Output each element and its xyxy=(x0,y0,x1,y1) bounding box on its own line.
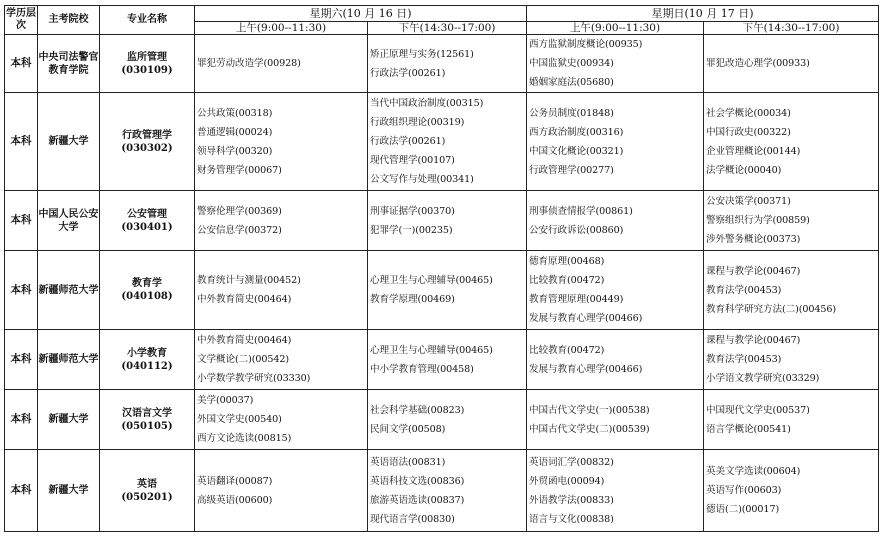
course-item: 中国古代文学史(一)(00538) xyxy=(529,404,650,416)
course-item: 企业管理概论(00144) xyxy=(706,145,801,157)
course-item: 财务管理学(00067) xyxy=(197,164,282,176)
course-item: 中国现代文学史(00537) xyxy=(706,404,810,416)
school-cell: 新疆师范大学 xyxy=(38,330,100,390)
level-cell: 本科 xyxy=(5,251,38,330)
course-item: 行政法学(00261) xyxy=(370,136,446,147)
course-item: 犯罪学(一)(00235) xyxy=(370,224,453,236)
course-item: 英美文学选读(00604) xyxy=(706,466,801,477)
header-level: 学历层次 xyxy=(5,6,38,35)
session-cell-sun-pm xyxy=(704,330,879,390)
course-item: 教育科学研究方法(二)(00456) xyxy=(706,303,837,315)
header-sunday: 星期日(10 月 17 日) xyxy=(527,6,879,22)
course-item: 中小学教育管理(00458) xyxy=(370,363,474,375)
major-cell xyxy=(100,330,195,390)
header-sat-am: 上午(9:00--11:30) xyxy=(195,22,368,35)
course-item: 小学语文教学研究(03329) xyxy=(706,373,820,384)
major-code: (030302) xyxy=(121,142,173,154)
course-item: 课程与教学论(00467) xyxy=(706,265,801,277)
level-cell: 本科 xyxy=(5,330,38,390)
course-item: 中外教育简史(00464) xyxy=(197,335,292,346)
session-cell-sat-pm xyxy=(368,251,527,330)
course-item: 英语词汇学(00832) xyxy=(529,456,614,468)
course-item: 领导科学(00320) xyxy=(197,145,273,157)
header-row-days xyxy=(5,6,879,22)
course-item: 比较教育(00472) xyxy=(529,275,605,286)
course-item: 教育学原理(00469) xyxy=(370,294,455,305)
course-item: 小学数学教学研究(03330) xyxy=(197,373,311,384)
major-code: (040112) xyxy=(121,360,173,372)
course-item: 矫正原理与实务(12561) xyxy=(370,48,474,60)
session-cell-sat-am xyxy=(195,93,368,191)
major-code: (040108) xyxy=(121,291,173,302)
header-major: 专业名称 xyxy=(100,6,195,35)
session-cell-sat-am xyxy=(195,330,368,390)
course-item: 行政组织理论(00319) xyxy=(370,117,465,128)
course-item: 现代管理学(00107) xyxy=(370,155,455,166)
exam-schedule-sheet xyxy=(4,5,878,532)
course-item: 发展与教育心理学(00466) xyxy=(529,313,643,324)
header-sun-pm: 下午(14:30--17:00) xyxy=(704,22,879,35)
course-item: 现代语言学(00830) xyxy=(370,513,455,525)
course-item: 课程与教学论(00467) xyxy=(706,335,801,346)
table-row xyxy=(5,251,879,330)
course-item: 中国古代文学史(二)(00539) xyxy=(529,423,650,435)
course-item: 刑事证据学(00370) xyxy=(370,205,455,217)
header-sat-pm: 下午(14:30--17:00) xyxy=(368,22,527,35)
course-item: 婚姻家庭法(05680) xyxy=(529,77,614,88)
course-item: 外语教学法(00833) xyxy=(529,494,614,506)
header-sun-am: 上午(9:00--11:30) xyxy=(527,22,704,35)
course-item: 教育统计与测量(00452) xyxy=(197,275,301,286)
session-cell-sun-am xyxy=(527,330,704,390)
schedule-body xyxy=(5,35,879,532)
major-cell xyxy=(100,251,195,330)
header-saturday: 星期六(10 月 16 日) xyxy=(195,6,527,22)
course-item: 罪犯劳动改造学(00928) xyxy=(197,58,301,69)
course-item: 公文写作与处理(00341) xyxy=(370,174,474,185)
major-code: (050201) xyxy=(121,491,173,503)
level-cell: 本科 xyxy=(5,191,38,251)
session-cell-sat-am xyxy=(195,251,368,330)
major-name: 小学教育 xyxy=(127,347,167,359)
course-item: 教育管理原理(00449) xyxy=(529,294,624,305)
course-item: 警察组织行为学(00859) xyxy=(706,215,810,226)
course-item: 旅游英语选读(00837) xyxy=(370,494,465,506)
session-cell-sun-pm xyxy=(704,450,879,532)
major-code: (030401) xyxy=(121,221,173,233)
major-cell xyxy=(100,191,195,251)
session-cell-sat-am xyxy=(195,191,368,251)
school-cell: 新疆大学 xyxy=(38,450,100,532)
course-item: 英语翻译(00087) xyxy=(197,475,273,487)
session-cell-sun-am xyxy=(527,390,704,450)
session-cell-sat-pm xyxy=(368,93,527,191)
course-item: 比较教育(00472) xyxy=(529,344,605,356)
session-cell-sat-pm xyxy=(368,390,527,450)
school-cell: 新疆师范大学 xyxy=(38,251,100,330)
course-item: 社会学概论(00034) xyxy=(706,107,791,119)
course-item: 西方文论选读(00815) xyxy=(197,433,292,444)
course-item: 德育原理(00468) xyxy=(529,256,605,267)
session-cell-sat-pm xyxy=(368,450,527,532)
school-cell: 中央司法警官教育学院 xyxy=(38,35,100,93)
course-item: 西方政治制度(00316) xyxy=(529,126,624,138)
session-cell-sun-am xyxy=(527,191,704,251)
session-cell-sat-am xyxy=(195,35,368,93)
level-cell: 本科 xyxy=(5,450,38,532)
major-cell xyxy=(100,390,195,450)
course-item: 文学概论(二)(00542) xyxy=(197,354,290,365)
session-cell-sun-pm xyxy=(704,93,879,191)
course-item: 公共政策(00318) xyxy=(197,107,273,119)
session-cell-sat-am xyxy=(195,390,368,450)
session-cell-sat-pm xyxy=(368,330,527,390)
course-item: 西方监狱制度概论(00935) xyxy=(529,39,643,50)
course-item: 公安信息学(00372) xyxy=(197,224,282,236)
course-item: 心理卫生与心理辅导(00465) xyxy=(370,275,493,286)
table-row xyxy=(5,390,879,450)
level-cell: 本科 xyxy=(5,93,38,191)
course-item: 公安行政诉讼(00860) xyxy=(529,224,624,236)
school-cell: 新疆大学 xyxy=(38,93,100,191)
level-cell: 本科 xyxy=(5,390,38,450)
course-item: 罪犯改造心理学(00933) xyxy=(706,58,810,69)
course-item: 发展与教育心理学(00466) xyxy=(529,363,643,375)
session-cell-sun-am xyxy=(527,251,704,330)
major-name: 公安管理 xyxy=(127,208,167,220)
major-name: 教育学 xyxy=(132,278,162,289)
major-cell xyxy=(100,93,195,191)
school-cell: 中国人民公安大学 xyxy=(38,191,100,251)
course-item: 教育法学(00453) xyxy=(706,354,782,365)
course-item: 警察伦理学(00369) xyxy=(197,205,282,217)
course-item: 法学概论(00040) xyxy=(706,164,782,176)
course-item: 当代中国政治制度(00315) xyxy=(370,98,484,109)
major-code: (050105) xyxy=(121,420,173,432)
school-cell: 新疆大学 xyxy=(38,390,100,450)
course-item: 普通逻辑(00024) xyxy=(197,126,273,138)
course-item: 外国文学史(00540) xyxy=(197,414,282,425)
course-item: 公安决策学(00371) xyxy=(706,196,791,207)
major-name: 英语 xyxy=(137,478,157,490)
exam-schedule-table xyxy=(4,5,879,532)
course-item: 行政管理学(00277) xyxy=(529,164,614,176)
major-cell xyxy=(100,450,195,532)
table-row xyxy=(5,191,879,251)
course-item: 刑事侦查情报学(00861) xyxy=(529,205,633,217)
course-item: 语言学概论(00541) xyxy=(706,423,791,435)
course-item: 语言与文化(00838) xyxy=(529,513,614,525)
course-item: 英语语法(00831) xyxy=(370,456,446,468)
course-item: 中外教育简史(00464) xyxy=(197,294,292,305)
session-cell-sun-pm xyxy=(704,191,879,251)
course-item: 中国文化概论(00321) xyxy=(529,145,624,157)
course-item: 中国行政史(00322) xyxy=(706,126,791,138)
session-cell-sun-am xyxy=(527,93,704,191)
course-item: 民间文学(00508) xyxy=(370,423,446,435)
course-item: 高级英语(00600) xyxy=(197,494,273,506)
level-cell: 本科 xyxy=(5,35,38,93)
course-item: 涉外警务概论(00373) xyxy=(706,234,801,245)
major-name: 汉语言文学 xyxy=(122,407,172,419)
session-cell-sat-pm xyxy=(368,191,527,251)
course-item: 教育法学(00453) xyxy=(706,284,782,296)
table-row xyxy=(5,93,879,191)
course-item: 英语科技文选(00836) xyxy=(370,475,465,487)
table-row xyxy=(5,35,879,93)
session-cell-sun-pm xyxy=(704,35,879,93)
course-item: 公务员制度(01848) xyxy=(529,107,614,119)
session-cell-sat-pm xyxy=(368,35,527,93)
course-item: 美学(00037) xyxy=(197,395,254,406)
major-code: (030109) xyxy=(121,64,173,76)
session-cell-sun-pm xyxy=(704,390,879,450)
header-school: 主考院校 xyxy=(38,6,100,35)
session-cell-sat-am xyxy=(195,450,368,532)
course-item: 心理卫生与心理辅导(00465) xyxy=(370,344,493,356)
course-item: 外贸函电(00094) xyxy=(529,475,605,487)
course-item: 社会科学基础(00823) xyxy=(370,404,465,416)
course-item: 行政法学(00261) xyxy=(370,67,446,79)
table-row xyxy=(5,450,879,532)
course-item: 英语写作(00603) xyxy=(706,485,782,496)
course-item: 中国监狱史(00934) xyxy=(529,58,614,69)
course-item: 德语(二)(00017) xyxy=(706,504,780,515)
session-cell-sun-am xyxy=(527,450,704,532)
major-name: 行政管理学 xyxy=(122,129,172,141)
major-name: 监所管理 xyxy=(127,51,167,63)
table-row xyxy=(5,330,879,390)
major-cell xyxy=(100,35,195,93)
session-cell-sun-am xyxy=(527,35,704,93)
session-cell-sun-pm xyxy=(704,251,879,330)
